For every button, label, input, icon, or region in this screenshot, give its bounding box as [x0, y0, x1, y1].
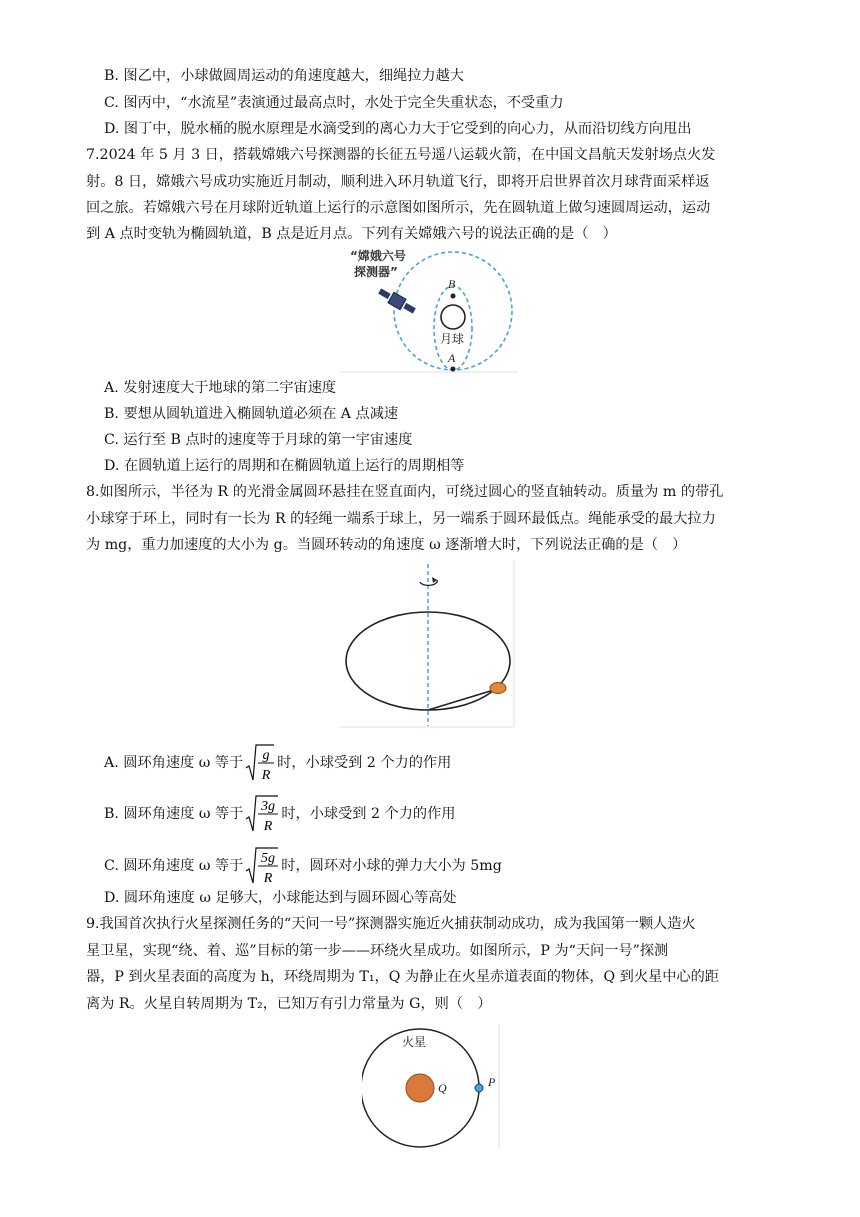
- q8-ring-figure: [340, 560, 516, 728]
- q8-option-a-radical: [245, 742, 275, 784]
- q8-option-c-numerator: 5g: [261, 851, 276, 866]
- q7-option-b: B. 要想从圆轨道进入椭圆轨道必须在 A 点减速: [104, 406, 399, 422]
- ball-icon: [490, 683, 506, 694]
- point-p-label: P: [488, 1075, 496, 1089]
- q9-stem-3: 器，P 到火星表面的高度为 h，环绕周期为 T₁，Q 为静止在火星赤道表面的物体，Q 到火星中心的距: [86, 969, 719, 985]
- q8-option-c-suffix: 时，圆环对小球的弹力大小为 5mg: [281, 858, 502, 874]
- q8-option-a: [104, 742, 451, 784]
- q9-stem-4: 离为 R。火星自转周期为 T₂，已知万有引力常量为 G，则（ ）: [86, 996, 492, 1012]
- moon-circle: [441, 305, 465, 329]
- q8-option-b-radical: [245, 793, 279, 835]
- q8-option-a-suffix: 时，小球受到 2 个力的作用: [277, 755, 452, 771]
- mars-planet: [406, 1074, 434, 1102]
- q7-stem-3: 回之旅。若嫦娥六号在月球附近轨道上运行的示意图如图所示，先在圆轨道上做匀速圆周运动，运动: [86, 200, 711, 216]
- q9-stem-1: 9.我国首次执行火星探测任务的“天问一号”探测器实施近火捕获制动成功，成为我国第一颗人造火: [86, 916, 696, 932]
- point-a-dot: [451, 367, 456, 372]
- metal-ring: [346, 612, 510, 710]
- q9-mars-figure: [362, 1024, 502, 1150]
- q8-option-b: [104, 793, 455, 835]
- q8-option-c-prefix: C. 圆环角速度 ω 等于: [104, 858, 244, 874]
- q8-option-b-numerator: 3g: [261, 799, 276, 814]
- probe-p-dot: [475, 1084, 483, 1092]
- q8-option-a-prefix: A. 圆环角速度 ω 等于: [104, 755, 244, 771]
- q6-option-d: D. 图丁中，脱水桶的脱水原理是水滴受到的离心力大于它受到的向心力，从而沿切线方向甩出: [104, 121, 692, 137]
- q7-option-a: A. 发射速度大于地球的第二宇宙速度: [104, 380, 337, 396]
- q7-stem-4: 到 A 点时变轨为椭圆轨道，B 点是近月点。下列有关嫦娥六号的说法正确的是（ ）: [86, 226, 617, 242]
- q8-option-a-numerator: g: [262, 748, 270, 763]
- q7-option-c: C. 运行至 B 点时的速度等于月球的第一宇宙速度: [104, 432, 413, 448]
- q8-option-b-suffix: 时，小球受到 2 个力的作用: [281, 806, 456, 822]
- q8-stem-1: 8.如图所示，半径为 R 的光滑金属圆环悬挂在竖直面内，可绕过圆心的竖直轴转动。质量为 m 的带孔: [86, 484, 724, 500]
- q7-stem-1: 7.2024 年 5 月 3 日，搭载嫦娥六号探测器的长征五号遥八运载火箭，在中国文昌航天发射场点火发: [86, 147, 716, 163]
- q8-option-a-denominator: R: [261, 768, 271, 783]
- light-rope: [428, 689, 497, 710]
- q8-option-c: [104, 845, 502, 887]
- point-a-label: A: [448, 351, 456, 365]
- q7-orbit-figure: [340, 246, 520, 374]
- q7-option-d: D. 在圆轨道上运行的周期和在椭圆轨道上运行的周期相等: [104, 458, 465, 474]
- moon-label: 月球: [440, 332, 465, 346]
- probe-label-2: 探测器”: [354, 265, 398, 279]
- q8-option-c-denominator: R: [264, 871, 273, 886]
- q8-option-c-radical: [245, 845, 279, 887]
- q7-stem-2: 射。8 日，嫦娥六号成功实施近月制动，顺利进入环月轨道飞行，即将开启世界首次月球背面采样返: [86, 174, 710, 190]
- q8-stem-2: 小球穿于环上，同时有一长为 R 的轻绳一端系于球上，另一端系于圆环最低点。绳能承受的最大拉力: [86, 511, 716, 527]
- mars-label: 火星: [402, 1035, 427, 1049]
- probe-label-1: “嫦娥六号: [350, 249, 406, 263]
- q8-option-d: D. 圆环角速度 ω 足够大，小球能达到与圆环圆心等高处: [104, 890, 457, 906]
- q6-option-b: B. 图乙中，小球做圆周运动的角速度越大，细绳拉力越大: [104, 68, 464, 84]
- q8-option-b-prefix: B. 圆环角速度 ω 等于: [104, 806, 244, 822]
- point-q-label: Q: [438, 1081, 447, 1095]
- point-b-dot: [451, 294, 456, 299]
- q9-stem-2: 星卫星，实现“绕、着、巡”目标的第一步——环绕火星成功。如图所示，P 为“天问一号”探测: [86, 943, 669, 959]
- q8-option-b-denominator: R: [264, 819, 273, 834]
- q8-stem-3: 为 mg，重力加速度的大小为 g。当圆环转动的角速度 ω 逐渐增大时，下列说法正确的是（ ）: [86, 537, 687, 553]
- point-b-label: B: [448, 277, 456, 291]
- q6-option-c: C. 图丙中，“水流星”表演通过最高点时，水处于完全失重状态，不受重力: [104, 95, 564, 111]
